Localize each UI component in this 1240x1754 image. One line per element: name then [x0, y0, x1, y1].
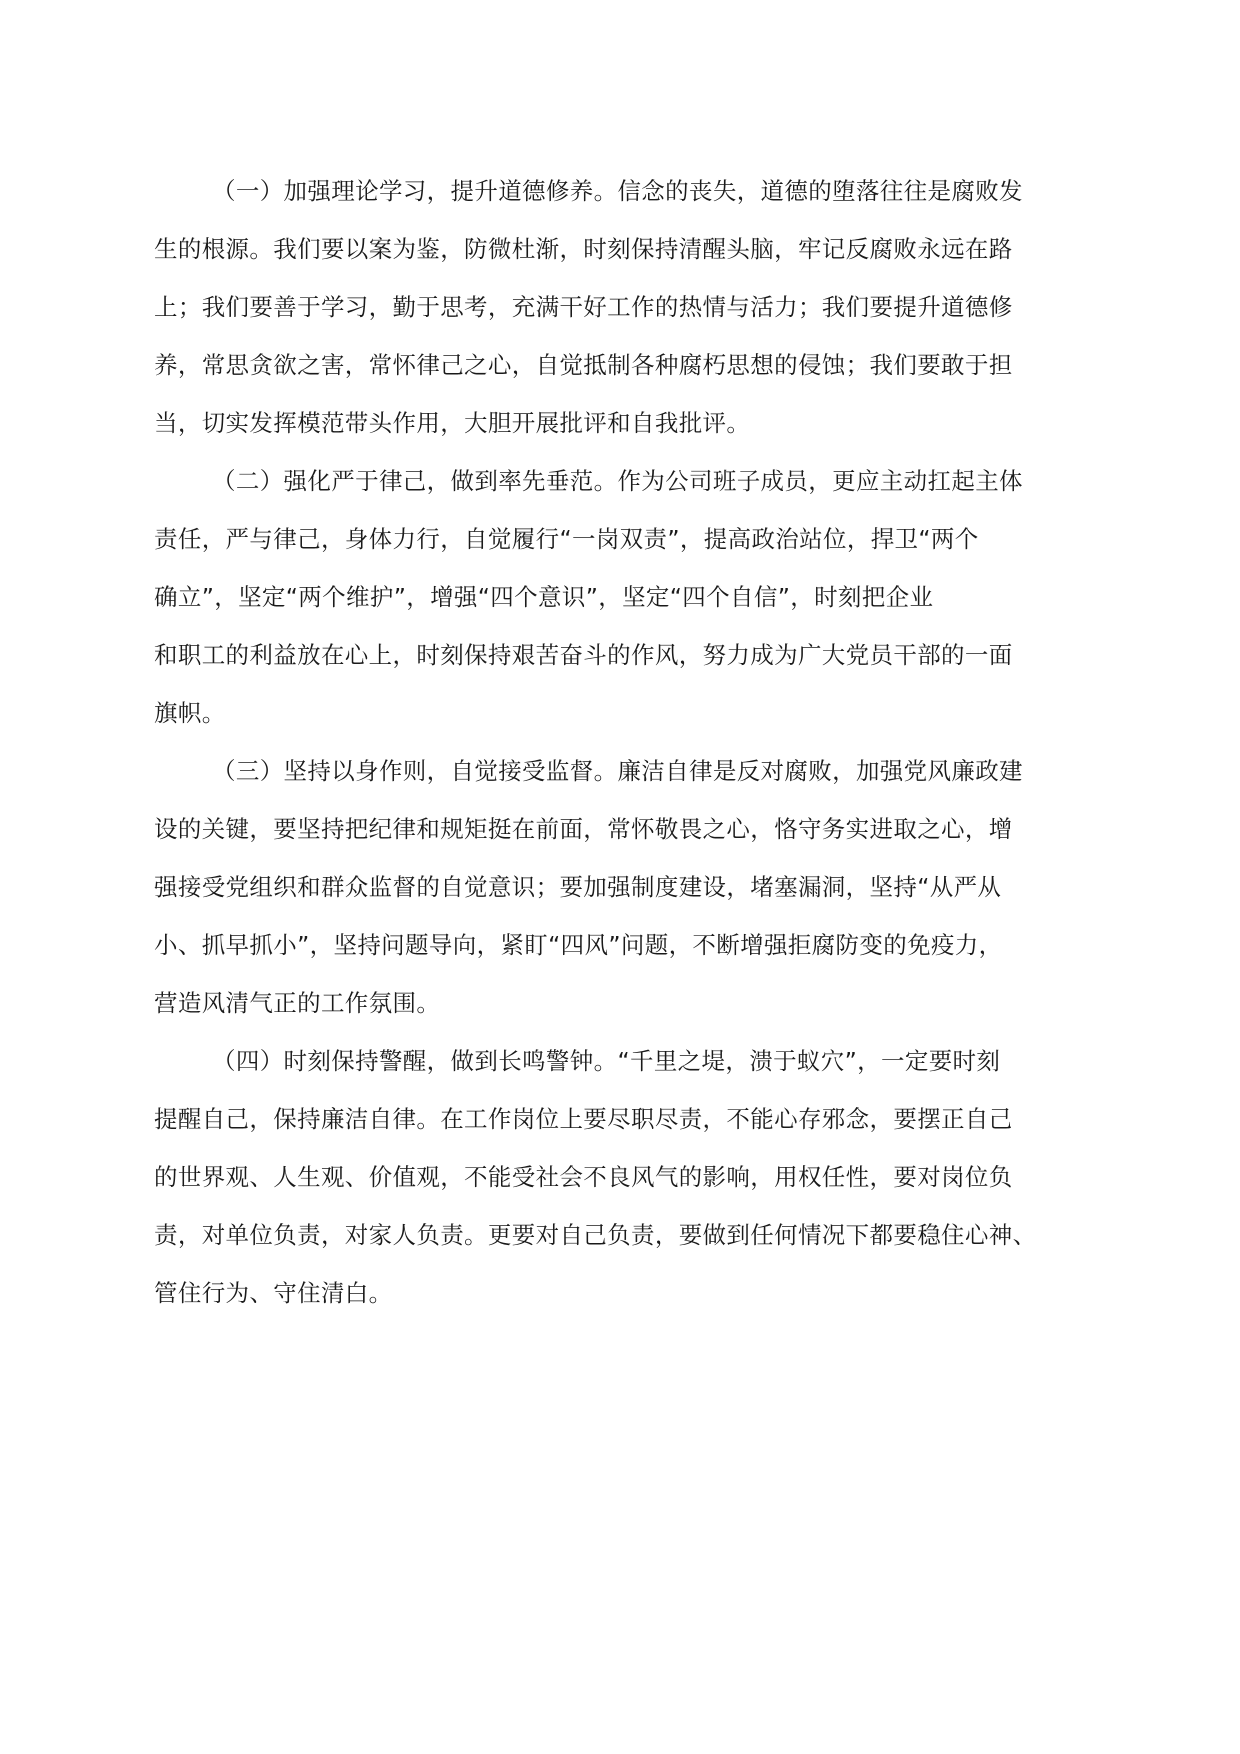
paragraph-1-line-1: （一）加强理论学习，提升道德修养。信念的丧失，道德的堕落往往是腐败发 — [212, 177, 1023, 205]
paragraph-1-line-3: 上；我们要善于学习，勤于思考，充满干好工作的热情与活力；我们要提升道德修 — [154, 293, 1013, 321]
paragraph-3-line-3: 强接受党组织和群众监督的自觉意识；要加强制度建设，堵塞漏洞，坚持“从严从 — [154, 873, 1002, 901]
paragraph-2-line-5: 旗帜。 — [154, 699, 226, 727]
paragraph-1-line-2: 生的根源。我们要以案为鉴，防微杜渐，时刻保持清醒头脑，牢记反腐败永远在路 — [154, 235, 1013, 263]
paragraph-3-line-1: （三）坚持以身作则，自觉接受监督。廉洁自律是反对腐败，加强党风廉政建 — [212, 757, 1023, 785]
paragraph-4-line-1: （四）时刻保持警醒，做到长鸣警钟。“千里之堤，溃于蚁穴”，一定要时刻 — [212, 1047, 1001, 1075]
paragraph-1-line-4: 养，常思贪欲之害，常怀律己之心，自觉抵制各种腐朽思想的侵蚀；我们要敢于担 — [154, 351, 1013, 379]
paragraph-3-line-4: 小、抓早抓小”，坚持问题导向，紧盯“四风”问题，不断增强拒腐防变的免疫力， — [154, 931, 1003, 959]
paragraph-3-line-2: 设的关键，要坚持把纪律和规矩挺在前面，常怀敬畏之心，恪守务实进取之心，增 — [154, 815, 1013, 843]
paragraph-1-line-5: 当，切实发挥模范带头作用，大胆开展批评和自我批评。 — [154, 409, 751, 437]
paragraph-2-line-3: 确立”，坚定“两个维护”，增强“四个意识”，坚定“四个自信”，时刻把企业 — [154, 583, 934, 611]
paragraph-4-line-3: 的世界观、人生观、价值观，不能受社会不良风气的影响，用权任性，要对岗位负 — [154, 1163, 1013, 1191]
paragraph-4-line-4: 责，对单位负责，对家人负责。更要对自己负责，要做到任何情况下都要稳住心神、 — [154, 1221, 1037, 1249]
paragraph-4-line-2: 提醒自己，保持廉洁自律。在工作岗位上要尽职尽责，不能心存邪念，要摆正自己 — [154, 1105, 1013, 1133]
paragraph-4-line-5: 管住行为、守住清白。 — [154, 1279, 393, 1307]
paragraph-2-line-1: （二）强化严于律己，做到率先垂范。作为公司班子成员，更应主动扛起主体 — [212, 467, 1023, 495]
paragraph-3-line-5: 营造风清气正的工作氛围。 — [154, 989, 441, 1017]
paragraph-2-line-4: 和职工的利益放在心上，时刻保持艰苦奋斗的作风，努力成为广大党员干部的一面 — [154, 641, 1013, 669]
paragraph-2-line-2: 责任，严与律己，身体力行，自觉履行“一岗双责”，提高政治站位，捍卫“两个 — [154, 525, 979, 553]
